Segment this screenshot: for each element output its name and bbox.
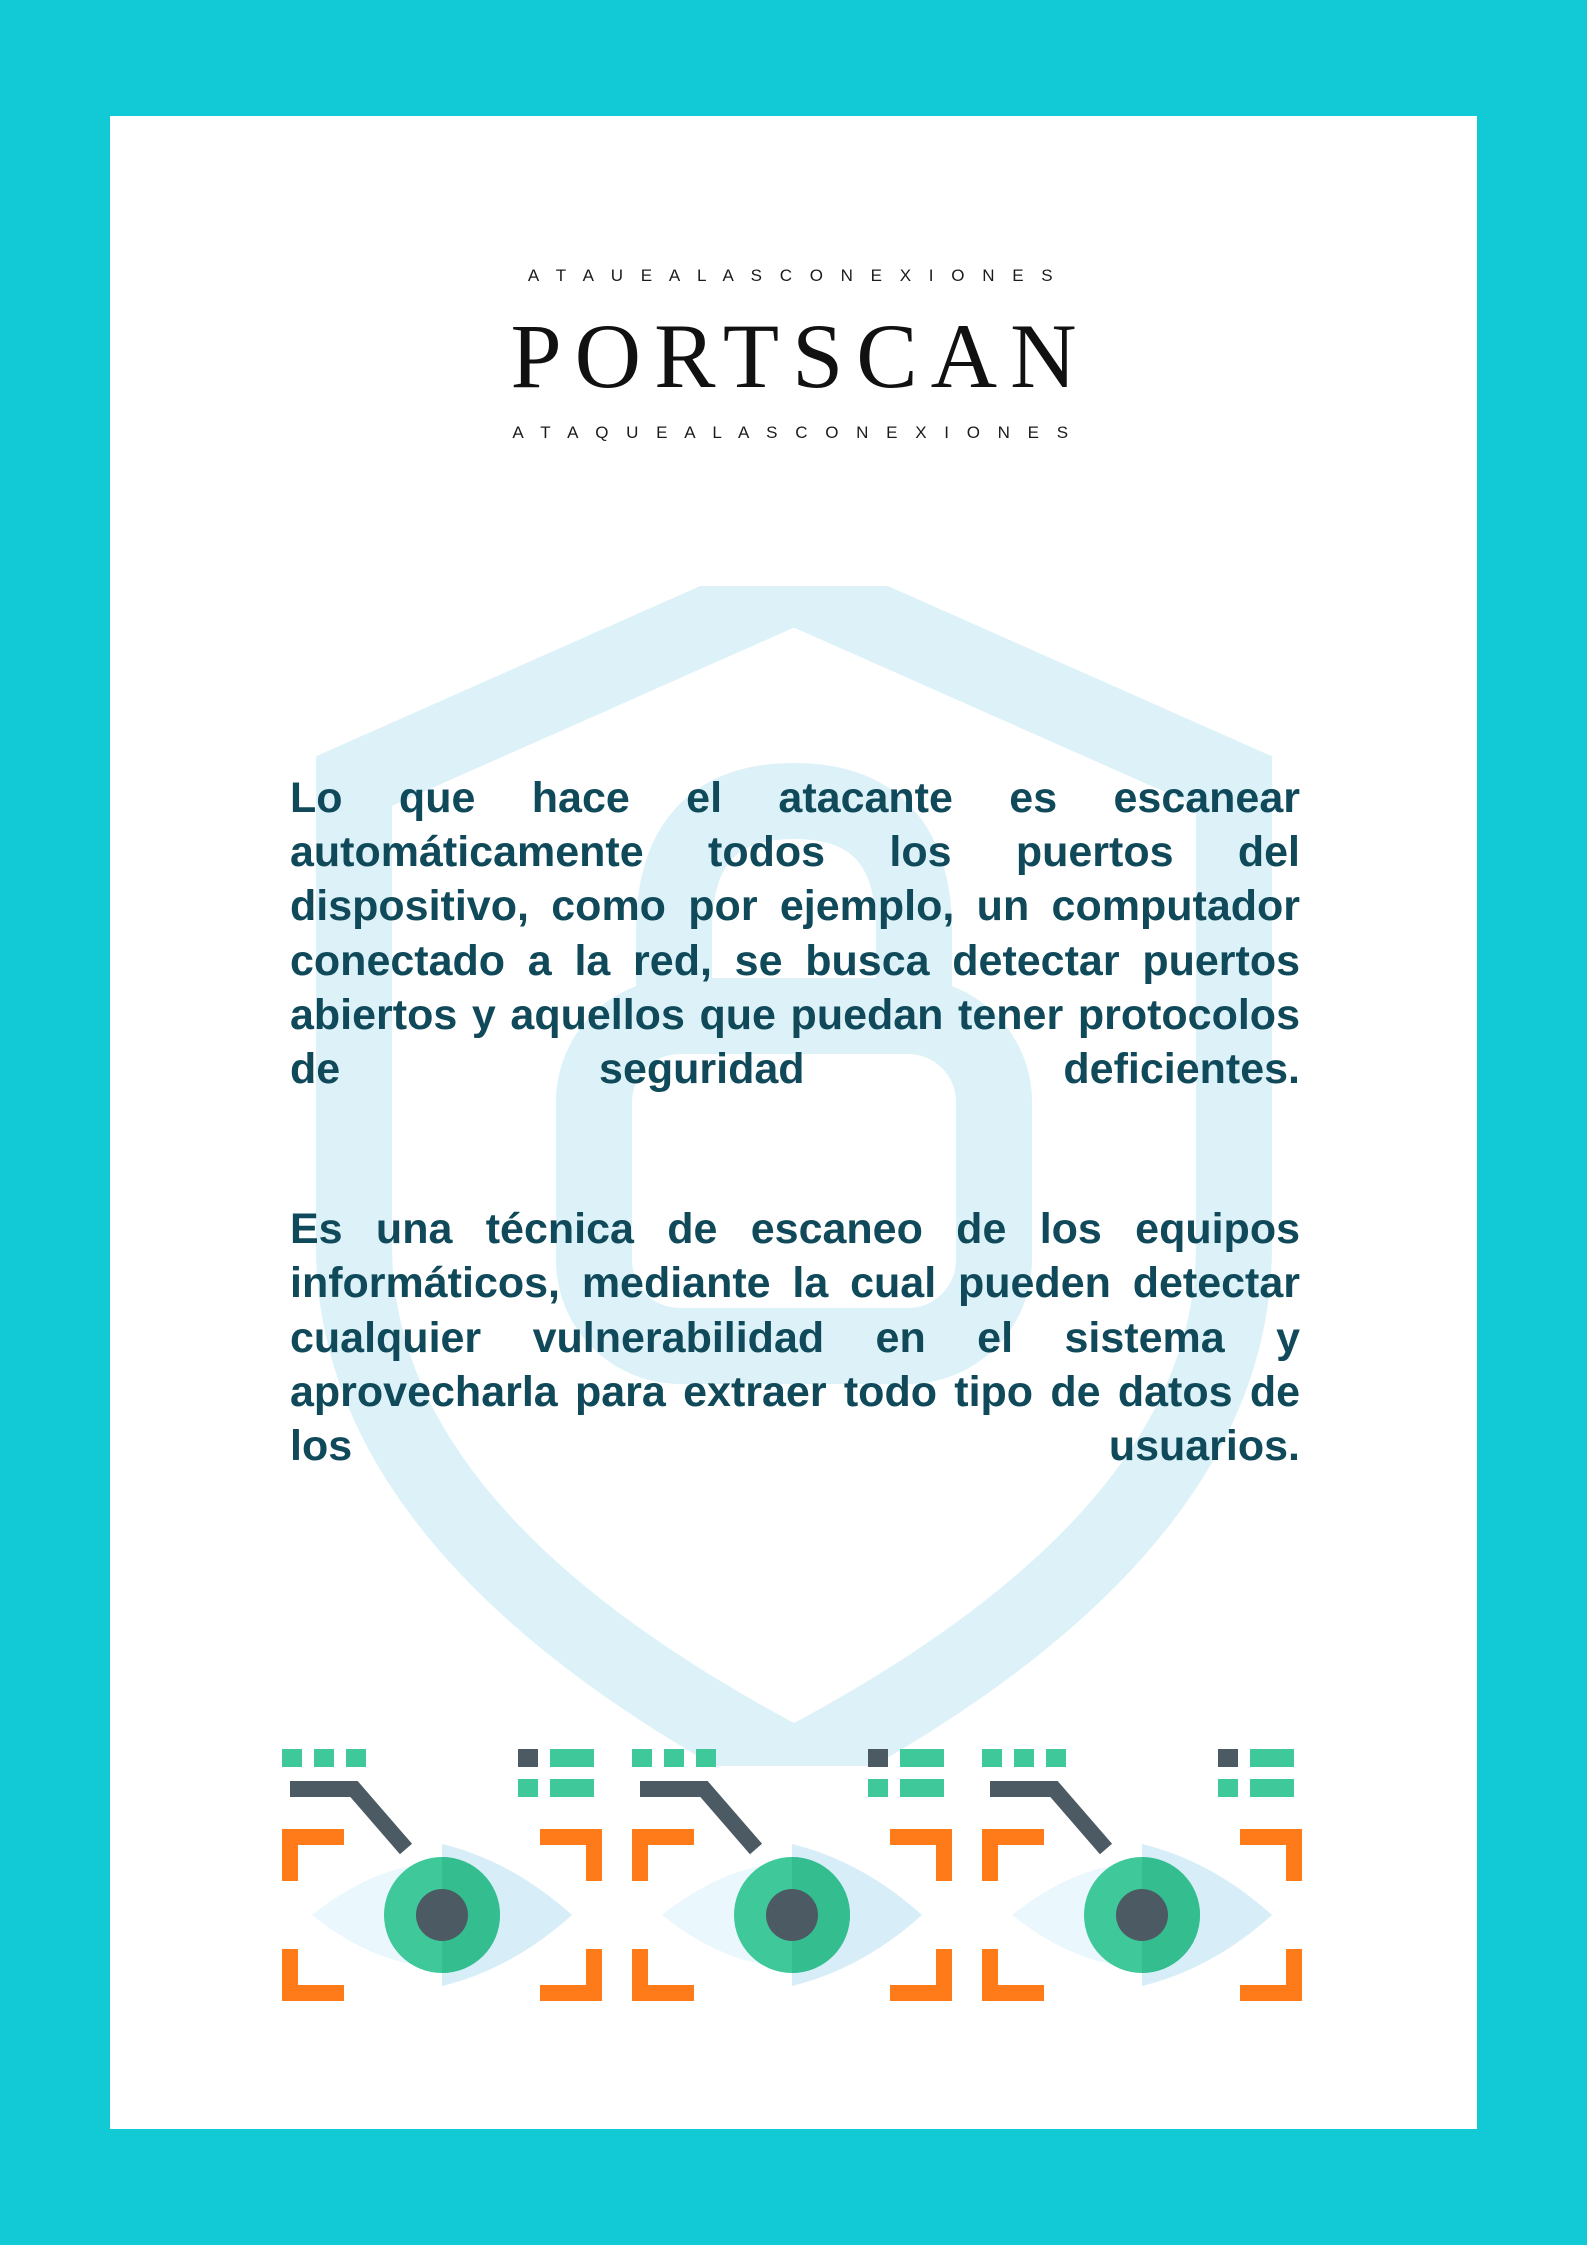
scanning-eye-icon: [282, 1741, 602, 2041]
eyebrow-bottom: A T A Q U E A L A S C O N E X I O N E S: [512, 422, 1075, 442]
eye-decoration-row: [110, 1741, 1477, 2041]
paragraph-2: Es una técnica de escaneo de los equipos informáticos, mediante la cual pueden detectar cualquier vulnerabilidad en el sistema y aprovecharla para extraer todo tipo de datos de los usuarios.: [290, 1205, 1300, 1470]
page-title: PORTSCAN: [510, 305, 1090, 407]
scanning-eye-icon: [632, 1741, 952, 2041]
poster-header: [110, 266, 1477, 443]
body-copy: [290, 771, 1300, 1527]
poster-card: [110, 116, 1477, 2129]
scanning-eye-icon: [982, 1741, 1302, 2041]
eyebrow-top: A T A U E A L A S C O N E X I O N E S: [527, 266, 1060, 285]
paragraph-1: Lo que hace el atacante es escanear automáticamente todos los puertos del dispositivo, como por ejemplo, un computador conectado a la red, se busca detectar puertos abiertos y aquellos que puedan tener protocolos de seguridad deficientes.: [290, 774, 1300, 1093]
